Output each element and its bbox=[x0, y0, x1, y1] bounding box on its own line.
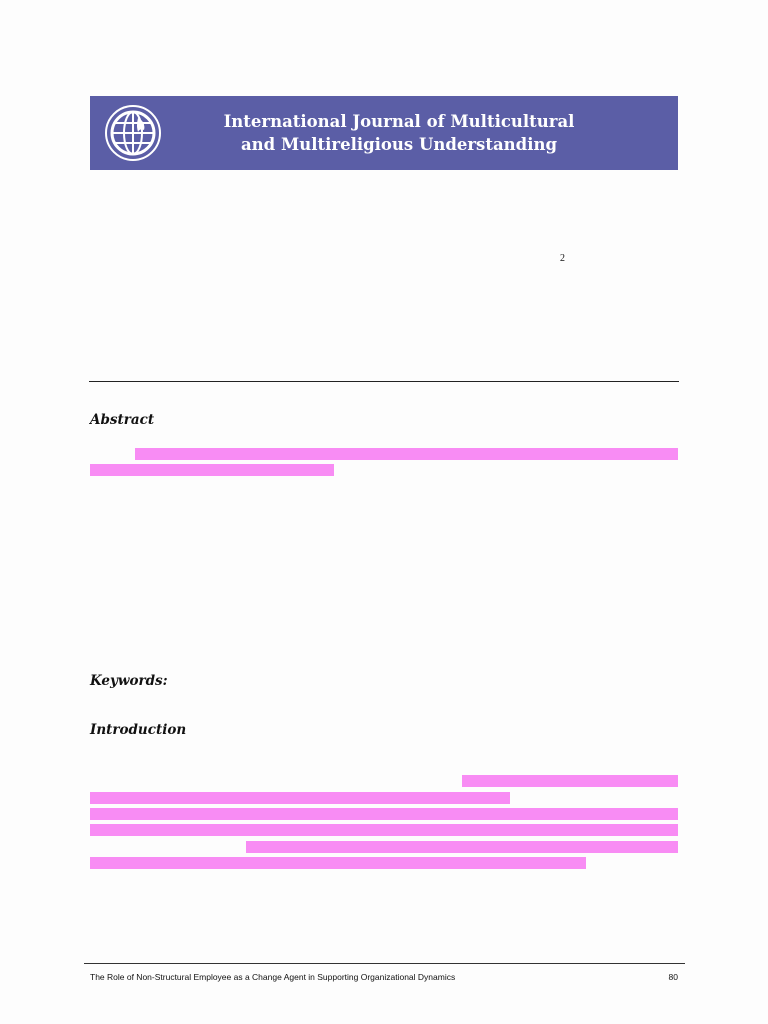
redaction-bar bbox=[135, 448, 678, 460]
redaction-bar bbox=[90, 824, 678, 836]
journal-title-line-2: and Multireligious Understanding bbox=[240, 135, 557, 154]
redaction-bar bbox=[90, 464, 334, 476]
redaction-bar bbox=[462, 775, 678, 787]
journal-title bbox=[200, 110, 598, 156]
introduction-heading: Introduction bbox=[90, 722, 187, 738]
abstract-heading: Abstract bbox=[90, 412, 155, 428]
running-title: The Role of Non-Structural Employee as a Change Agent in Supporting Organizational Dynamics bbox=[90, 972, 456, 982]
redaction-bar bbox=[90, 808, 678, 820]
keywords-heading: Keywords: bbox=[90, 673, 168, 689]
redaction-bar bbox=[246, 841, 678, 853]
footer-divider bbox=[84, 963, 685, 964]
journal-title-line-1: International Journal of Multicultural bbox=[223, 112, 575, 131]
globe-logo-icon bbox=[104, 104, 162, 162]
redaction-bar bbox=[90, 792, 510, 804]
page-number: 80 bbox=[668, 972, 678, 982]
affiliation-superscript: 2 bbox=[560, 253, 565, 264]
redaction-bar bbox=[90, 857, 586, 869]
journal-banner bbox=[90, 96, 678, 170]
header-divider bbox=[89, 381, 679, 382]
